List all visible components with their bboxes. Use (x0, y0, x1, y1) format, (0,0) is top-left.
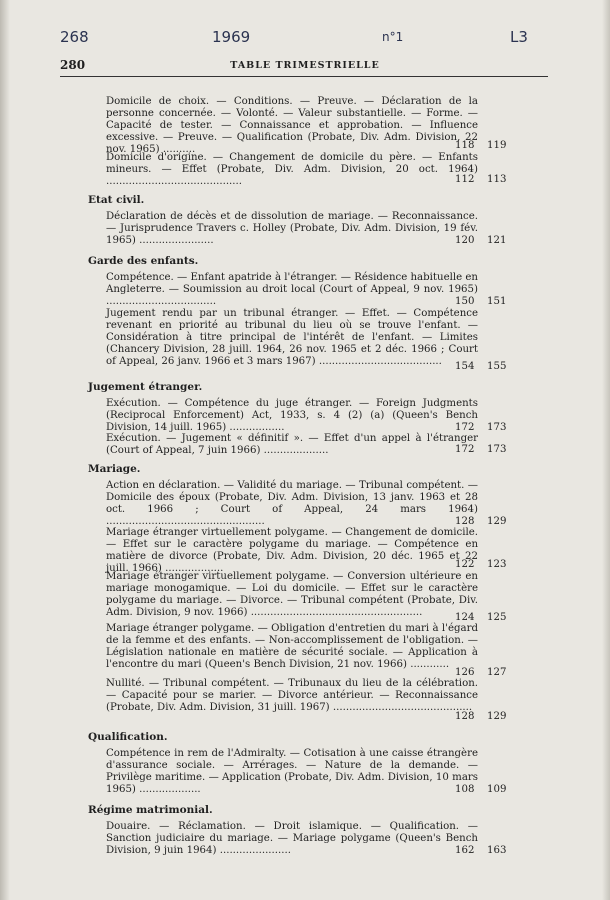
section-heading: Qualification. (88, 731, 168, 743)
page-ref-first: 128 (455, 711, 475, 722)
page-right-edge (602, 0, 610, 900)
index-entry: Exécution. — Compétence du juge étranger. — Foreign Judgments (Reciprocal Enforcement) Act, 1933, s. 4 (2) (a) (Queen's Bench Division, 14 juill. 1965) ................. (106, 398, 478, 433)
running-title: TABLE TRIMESTRIELLE (230, 60, 380, 71)
page-ref-first: 126 (455, 667, 475, 678)
page-ref-second: 155 (487, 361, 507, 372)
page-ref-first: 112 (455, 174, 475, 185)
handwritten-note-number: n°1 (382, 30, 404, 44)
section-heading: Régime matrimonial. (88, 804, 213, 816)
page-ref-first: 128 (455, 516, 475, 527)
page-header (60, 58, 550, 76)
page-ref-first: 150 (455, 296, 475, 307)
index-entry: Mariage étranger virtuellement polygame. — Conversion ultérieure en mariage monogamique. — Loi du domicile. — Effet sur le caractère polygame du mariage. — Divorce. — Tribunal compétent (Probate, Div. Adm. Division, 9 nov. 1966) ..................................................... (106, 571, 478, 618)
handwritten-note-right: L3 (510, 28, 528, 46)
header-rule (60, 76, 548, 77)
page-ref-first: 172 (455, 444, 475, 455)
page-ref-first: 118 (455, 140, 475, 151)
page-ref-second: 113 (487, 174, 507, 185)
section-heading: Mariage. (88, 463, 141, 475)
page-ref-second: 173 (487, 422, 507, 433)
index-entry: Domicile de choix. — Conditions. — Preuve. — Déclaration de la personne concernée. — Volonté. — Valeur substantielle. — Forme. — Capacité de tester. — Connaissance et approbation. — Influence excessive. — Preuve. — Qualification (Probate, Div. Adm. Division, 22 nov. 1965) .......... (106, 96, 478, 155)
page-ref-second: 121 (487, 235, 507, 246)
index-entry: Compétence in rem de l'Admiralty. — Cotisation à une caisse étrangère d'assurance sociale. — Arrérages. — Nature de la demande. — Privilège maritime. — Application (Probate, Div. Adm. Division, 10 mars 1965) ................... (106, 748, 478, 795)
page-ref-second: 129 (487, 711, 507, 722)
page-number: 280 (60, 58, 86, 72)
index-entry: Mariage étranger polygame. — Obligation d'entretien du mari à l'égard de la femme et des enfants. — Non-accomplissement de l'obligation. — Législation nationale en matière de sécurité sociale. — Application à l'encontre du mari (Queen's Bench Division, 21 nov. 1966) ............ (106, 623, 478, 670)
section-heading: Garde des enfants. (88, 255, 199, 267)
page-binding-edge (0, 0, 10, 900)
index-entry: Jugement rendu par un tribunal étranger. — Effet. — Compétence revenant en priorité au tribunal du lieu où se trouve l'enfant. — Considération à titre principal de l'intérêt de l'enfant. — Limites (Chancery Division, 28 juill. 1964, 26 nov. 1965 et 2 déc. 1966 ; Court of Appeal, 26 janv. 1966 et 3 mars 1967) ...................................... (106, 308, 478, 367)
index-entry: Mariage étranger virtuellement polygame. — Changement de domicile. — Effet sur le caractère polygame du mariage. — Compétence en matière de divorce (Probate, Div. Adm. Division, 20 déc. 1965 et 22 juill. 1966) .................. (106, 527, 478, 574)
page-ref-first: 120 (455, 235, 475, 246)
page-ref-second: 129 (487, 516, 507, 527)
handwritten-note-left: 268 (60, 28, 89, 46)
index-entry: Domicile d'origine. — Changement de domicile du père. — Enfants mineurs. — Effet (Probate, Div. Adm. Division, 20 oct. 1964) .......................................... (106, 152, 478, 187)
page-ref-second: 127 (487, 667, 507, 678)
index-entry: Nullité. — Tribunal compétent. — Tribunaux du lieu de la célébration. — Capacité pour se marier. — Divorce antérieur. — Reconnaissance (Probate, Div. Adm. Division, 31 juill. 1967) ........................................... (106, 678, 478, 713)
page-ref-second: 173 (487, 444, 507, 455)
page-ref-first: 124 (455, 612, 475, 623)
page-ref-second: 109 (487, 784, 507, 795)
page-ref-second: 125 (487, 612, 507, 623)
page-ref-first: 154 (455, 361, 475, 372)
section-heading: Etat civil. (88, 194, 145, 206)
page-ref-second: 151 (487, 296, 507, 307)
section-heading: Jugement étranger. (88, 381, 203, 393)
page-ref-first: 108 (455, 784, 475, 795)
page-ref-first: 172 (455, 422, 475, 433)
index-entry: Déclaration de décès et de dissolution de mariage. — Reconnaissance. — Jurisprudence Travers c. Holley (Probate, Div. Adm. Division, 19 fév. 1965) ....................... (106, 211, 478, 246)
page-ref-first: 122 (455, 559, 475, 570)
page-ref-second: 163 (487, 845, 507, 856)
handwritten-note-year: 1969 (212, 28, 251, 46)
index-entry: Compétence. — Enfant apatride à l'étranger. — Résidence habituelle en Angleterre. — Soumission au droit local (Court of Appeal, 9 nov. 1965) .................................. (106, 272, 478, 307)
index-entry: Douaire. — Réclamation. — Droit islamique. — Qualification. — Sanction judiciaire du mariage. — Mariage polygame (Queen's Bench Division, 9 juin 1964) ...................... (106, 821, 478, 856)
index-entry: Action en déclaration. — Validité du mariage. — Tribunal compétent. — Domicile des époux (Probate, Div. Adm. Division, 13 janv. 1963 et 28 oct. 1966 ; Court of Appeal, 24 mars 1964) ................................................. (106, 480, 478, 527)
page-ref-second: 123 (487, 559, 507, 570)
page-ref-second: 119 (487, 140, 507, 151)
page-ref-first: 162 (455, 845, 475, 856)
index-entry: Exécution. — Jugement « définitif ». — Effet d'un appel à l'étranger (Court of Appeal, 7 juin 1966) .................... (106, 433, 478, 456)
